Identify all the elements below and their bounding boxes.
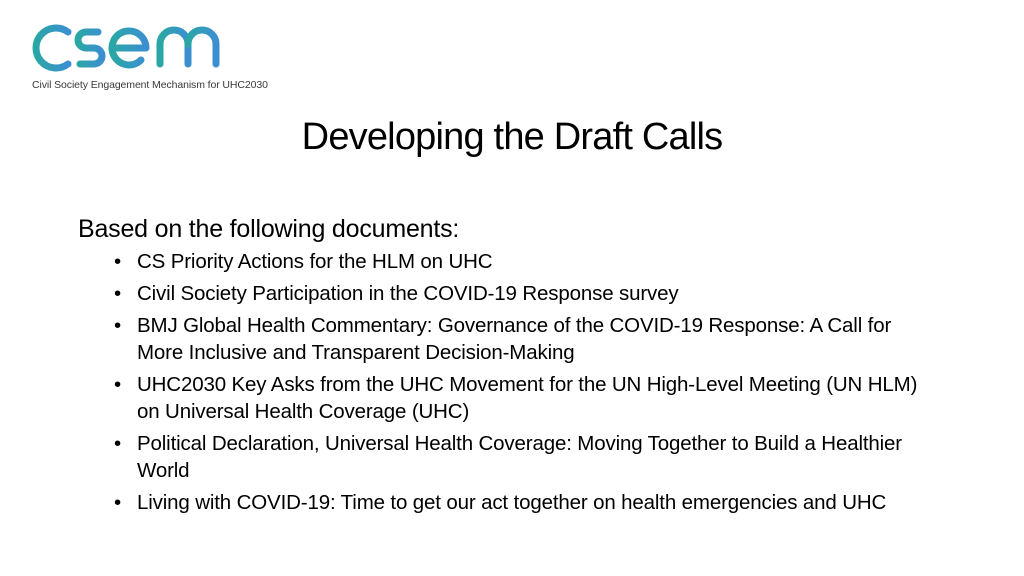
csem-wordmark xyxy=(28,14,248,80)
slide-body xyxy=(78,212,978,521)
list-item-text: UHC2030 Key Asks from the UHC Movement for the UN High-Level Meeting (UN HLM) on Universal Health Coverage (UHC) xyxy=(137,373,918,423)
list-item-text: Living with COVID-19: Time to get our act together on health emergencies and UHC xyxy=(137,491,887,514)
bullet-glyph: • xyxy=(114,432,122,455)
list-item xyxy=(114,371,927,425)
intro-text: Based on the following documents: xyxy=(78,215,460,243)
bullet-glyph: • xyxy=(114,314,122,337)
list-item-text: Political Declaration, Universal Health Coverage: Moving Together to Build a Healthier World xyxy=(137,432,902,482)
logo-tagline: Civil Society Engagement Mechanism for UHC2030 xyxy=(32,79,268,91)
list-item-text: CS Priority Actions for the HLM on UHC xyxy=(137,250,493,273)
slide-title: Developing the Draft Calls xyxy=(301,116,723,158)
bullet-glyph: • xyxy=(114,282,122,305)
list-item xyxy=(114,489,967,516)
list-item xyxy=(114,248,927,275)
bullet-glyph: • xyxy=(114,373,122,396)
list-item xyxy=(114,430,927,484)
csem-logo xyxy=(28,14,268,94)
bullet-glyph: • xyxy=(114,250,122,273)
list-item xyxy=(114,280,927,307)
list-item xyxy=(114,312,927,366)
bullet-glyph: • xyxy=(114,491,122,514)
document-list xyxy=(78,248,978,516)
list-item-text: Civil Society Participation in the COVID-19 Response survey xyxy=(137,282,679,305)
list-item-text: BMJ Global Health Commentary: Governance of the COVID-19 Response: A Call for More Inclusive and Transparent Decision-Making xyxy=(137,314,892,364)
